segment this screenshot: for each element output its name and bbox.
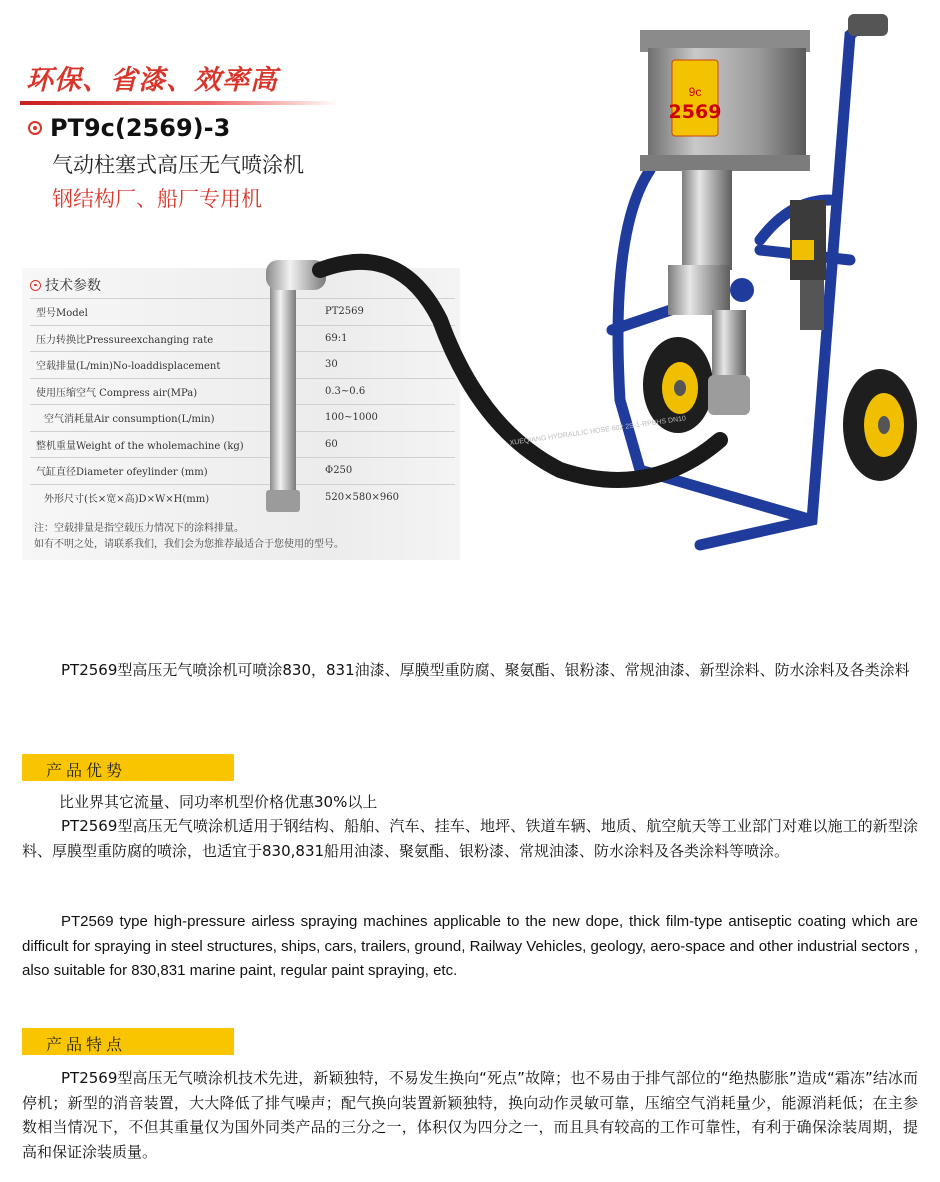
spec-heading [30, 275, 101, 295]
spec-label: 型号Model [30, 299, 325, 326]
spec-note-line: 如有不明之处，请联系我们，我们会为您推荐最适合于您使用的型号。 [34, 539, 344, 550]
wheel-right [843, 369, 917, 481]
hose-print: XUEQIANG HYDRAULIC HOSE 602 2S-1-RPBHS DN10 [509, 415, 687, 447]
badge-number-text: 2569 [668, 101, 722, 123]
advantages-heading-bar [22, 754, 234, 781]
features-heading: 产品特点 [46, 1035, 127, 1054]
spec-value: 69:1 [325, 325, 455, 352]
spec-value: 0.3~0.6 [325, 378, 455, 405]
pump-lower [712, 310, 746, 380]
spec-label: 空气消耗量Air consumption(L/min) [30, 405, 325, 432]
advantages-paragraph: PT2569型高压无气喷涂机适用于钢结构、船舶、汽车、挂车、地坪、铁道车辆、地质、航空航天等工业部门对难以施工的新型涂料、厚膜型重防腐的喷涂，也适宜于830,831船用油漆、聚氨酯、银粉漆、常规油漆、防水涂料及各类涂料等喷涂。 [22, 817, 918, 860]
pump-column [682, 170, 732, 270]
spec-title: 技术参数 [45, 278, 101, 294]
slogan: 环保、省漆、效率高 [26, 65, 278, 96]
spec-value: 100~1000 [325, 405, 455, 432]
features-heading-bar [22, 1028, 234, 1055]
spec-label: 使用压缩空气 Compress air(MPa) [30, 378, 325, 405]
product-subtitle: 气动柱塞式高压无气喷涂机 [52, 153, 304, 177]
badge-model-text: 9c [688, 85, 702, 99]
bullet-icon [28, 121, 42, 135]
pressure-gauge [730, 278, 754, 302]
product-usage-subtitle: 钢结构厂、船厂专用机 [52, 187, 262, 211]
sprayer-machine-illustration [250, 0, 940, 600]
spray-pipe [270, 280, 296, 505]
spec-value: Φ250 [325, 458, 455, 485]
advantages-line1: 比业界其它流量、同功率机型价格优惠30%以上 [59, 793, 378, 811]
spec-label: 整机重量Weight of the wholemachine (kg) [30, 431, 325, 458]
spec-label: 压力转换比Pressureexchanging rate [30, 325, 325, 352]
spec-value: 60 [325, 431, 455, 458]
advantages-english: PT2569 type high-pressure airless spraying machines applicable to the new dope, thick film-type antiseptic coating which are difficult for spraying in steel structures, ships, cars, trailers, ground, Railway Vehicles, geology, aero-space and other industrial sectors , also suitable for 830,831 marine paint, regular paint spraying, etc. [22, 913, 918, 979]
spec-value: 520×580×960 [325, 484, 455, 510]
features-paragraph: PT2569型高压无气喷涂机技术先进，新颖独特，不易发生换向“死点”故障；也不易由于排气部位的“绝热膨胀”造成“霜冻”结冰而停机；新型的消音装置，大大降低了排气噪声；配气换向装置新颖独特，换向动作灵敏可靠，压缩空气消耗量少，能源消耗低；在主参数相当情况下，不但其重量仅为国外同类产品的三分之一，体积仅为四分之一，而且具有较高的工作可靠性，有利于确保涂装周期，提高和保证涂装质量。 [22, 1069, 918, 1161]
model-heading [28, 114, 230, 142]
target-icon [30, 280, 41, 291]
spec-value: PT2569 [325, 299, 455, 326]
handle-grip [848, 14, 888, 36]
advantages-heading: 产品优势 [46, 761, 127, 780]
spec-note-line: 注：空载排量是指空载压力情况下的涂料排量。 [34, 523, 244, 534]
intro-paragraph: PT2569型高压无气喷涂机可喷涂830，831油漆、厚膜型重防腐、聚氨酯、银粉漆、常规油漆、新型涂料、防水涂料及各类涂料 [61, 661, 910, 679]
spec-label: 外形尺寸(长×宽×高)D×W×H(mm) [30, 484, 325, 510]
spec-value: 30 [325, 352, 455, 379]
model-title: PT9c(2569)-3 [50, 114, 231, 142]
spec-label: 空载排量(L/min)No-loaddisplacement [30, 352, 325, 379]
spec-label: 气缸直径Diameter ofeylinder (mm) [30, 458, 325, 485]
